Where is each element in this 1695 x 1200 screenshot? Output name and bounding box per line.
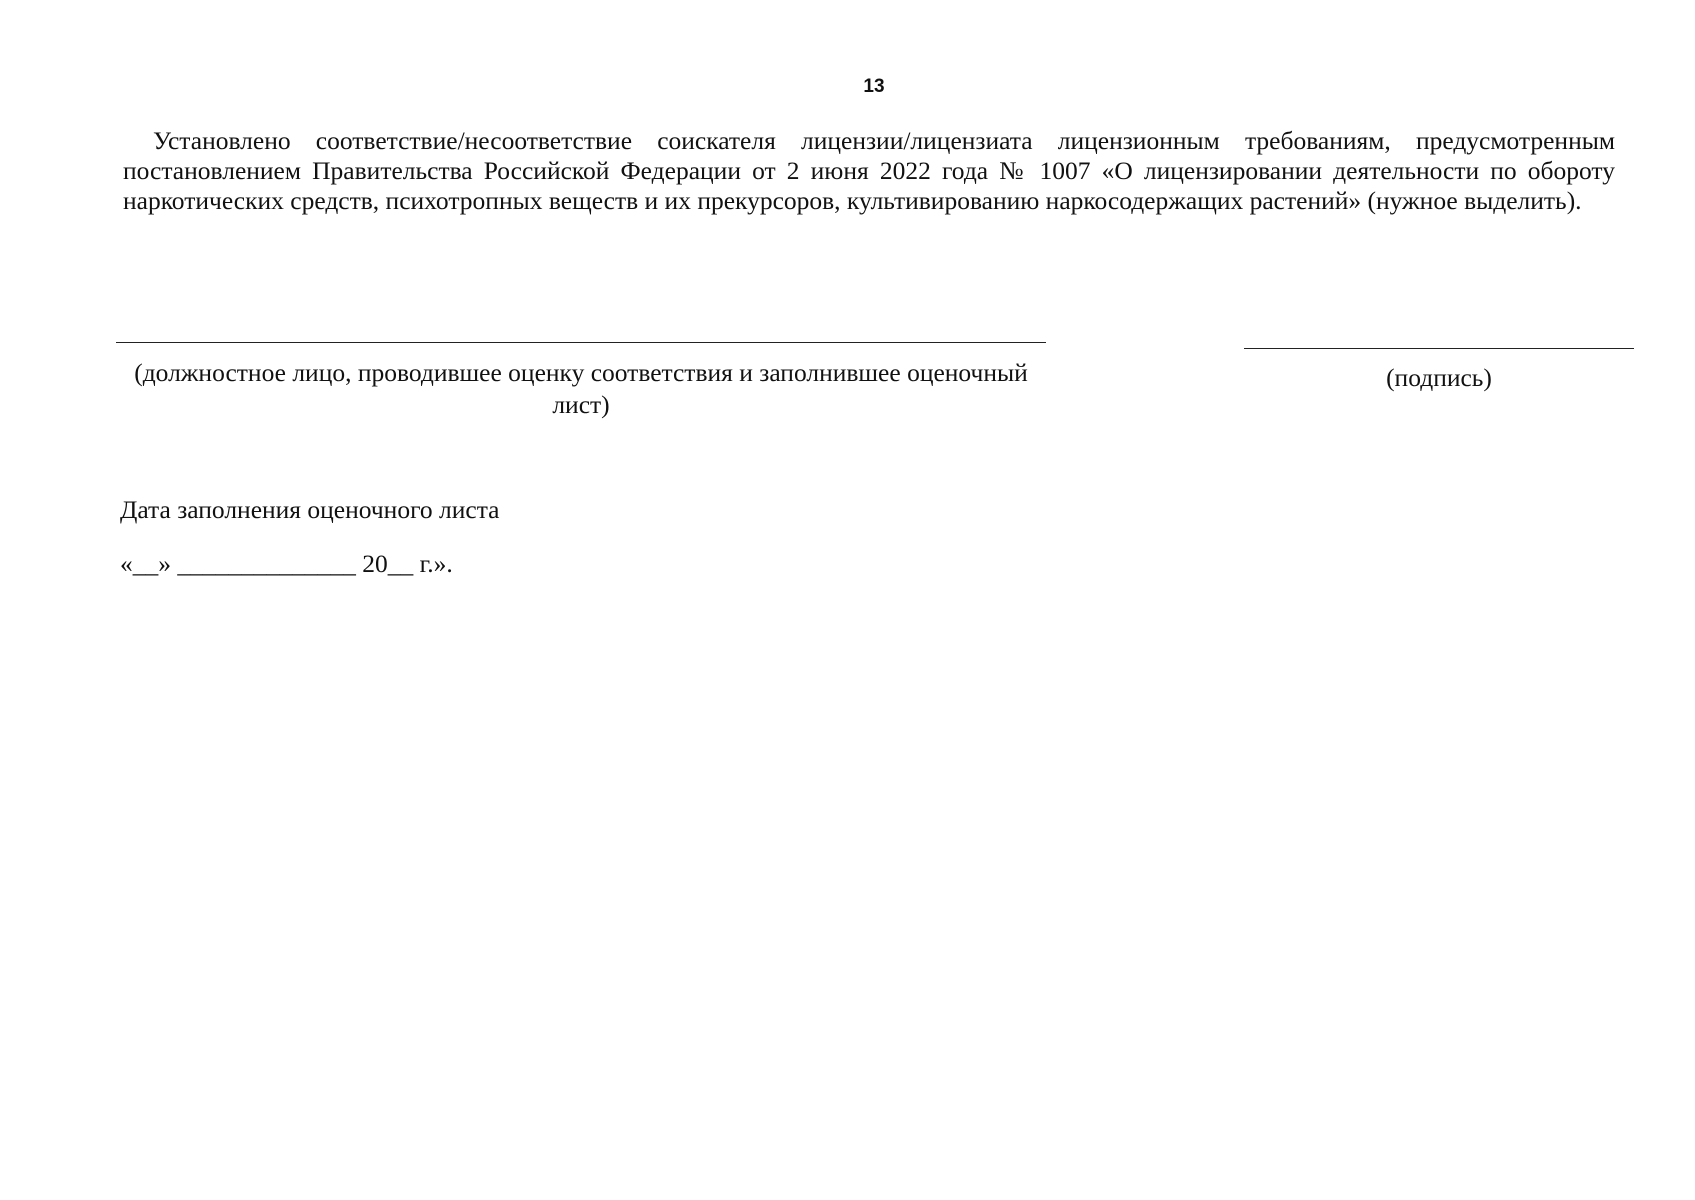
official-caption: (должностное лицо, проводившее оценку соответствия и заполнившее оценочный лист) bbox=[134, 358, 1028, 419]
signature-line bbox=[1244, 348, 1634, 349]
date-template: «__» ______________ 20__ г.». bbox=[120, 549, 453, 578]
signature-caption: (подпись) bbox=[1386, 363, 1492, 392]
conformity-statement: Установлено соответствие/несоответствие соискателя лицензии/лицензиата лицензионным требованиям, предусмотренным постановлением Правительства Российской Федерации от 2 июня 2022 года № 1007 «О лицензировании деятельности по обороту наркотических средств, психотропных веществ и их прекурсоров, культивированию наркосодержащих растений» (нужное выделить). bbox=[123, 126, 1615, 215]
page-number: 13 bbox=[863, 76, 885, 97]
official-signature-line bbox=[116, 342, 1046, 343]
date-label: Дата заполнения оценочного листа bbox=[120, 495, 500, 524]
